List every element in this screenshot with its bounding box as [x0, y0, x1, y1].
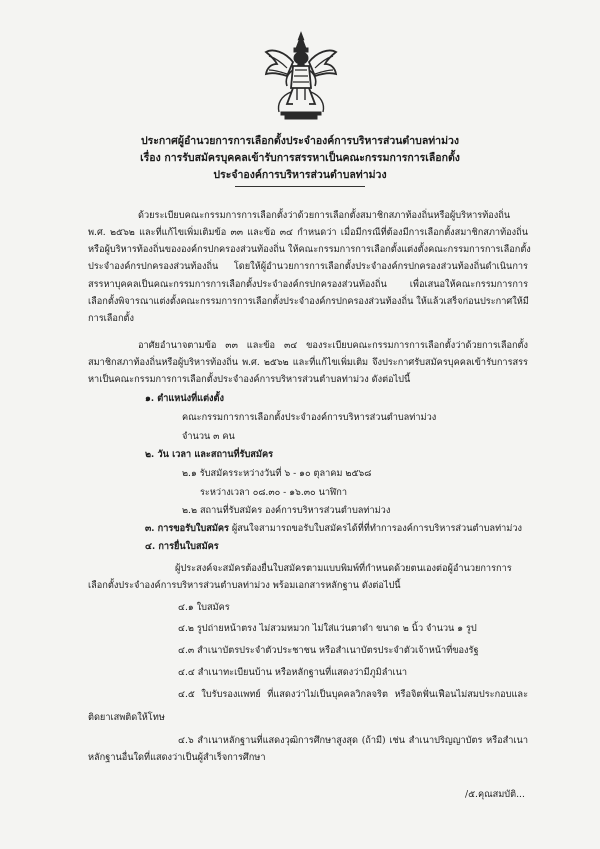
document-item: ๔.๖ สำเนาหลักฐานที่แสดงวุฒิการศึกษาสูงสุด (ถ้ามี) เช่น สำเนาปริญญาบัตร หรือสำเนา — [178, 735, 528, 746]
document-item: ๔.๓ สำเนาบัตรประจำตัวประชาชน หรือสำเนาบัตรประจำตัวเจ้าหน้าที่ของรัฐ — [178, 645, 479, 656]
para1-line: หรือผู้บริหารท้องถิ่นขององค์กรปกครองส่วนท้องถิ่น ให้คณะกรรมการการเลือกตั้งแต่งตั้งคณะกรรมการการเลือกตั้ง — [88, 244, 531, 255]
section3-line — [145, 523, 522, 535]
para1-line: เลือกตั้งพิจารณาแต่งตั้งคณะกรรมการการเลือกตั้งประจำองค์กรปกครองส่วนท้องถิ่น ให้แล้วเสร็จก่อนประกาศให้มี — [88, 296, 529, 307]
para1-line: การเลือกตั้ง — [88, 313, 134, 324]
section1-count: จำนวน ๓ คน — [182, 431, 235, 442]
section4-intro: เลือกตั้งประจำองค์การบริหารส่วนตำบลท่าม่วง พร้อมเอกสารหลักฐาน ดังต่อไปนี้ — [88, 580, 401, 591]
document-item: ๔.๑ ใบสมัคร — [178, 602, 230, 613]
document-item: ๔.๕ ใบรับรองแพทย์ ที่แสดงว่าไม่เป็นบุคคลวิกลจริต หรือจิตฟั่นเฟือนไม่สมประกอบและ — [178, 689, 528, 700]
document-item: ๔.๔ สำเนาทะเบียนบ้าน หรือหลักฐานที่แสดงว่ามีภูมิลำเนา — [178, 667, 408, 678]
para1-line: ประจำองค์กรปกครองส่วนท้องถิ่น โดยให้ผู้อำนวยการการเลือกตั้งประจำองค์กรปกครองส่วนท้องถิ่นดำเนินการ — [88, 261, 528, 272]
announcement-subject-cont: ประจำองค์การบริหารส่วนตำบลท่าม่วง — [213, 169, 387, 181]
para1-line: ด้วยระเบียบคณะกรรมการการเลือกตั้งว่าด้วยการเลือกตั้งสมาชิกสภาท้องถิ่นหรือผู้บริหารท้องถิ่น — [138, 210, 511, 221]
title-divider — [235, 186, 365, 187]
para1-line: พ.ศ. ๒๕๖๒ และที่แก้ไขเพิ่มเติมข้อ ๓๓ และข้อ ๓๔ กำหนดว่า เมื่อมีกรณีที่ต้องมีการเลือกตั้งสมาชิกสภาท้องถิ่น — [88, 227, 528, 238]
section1-heading: ๑. ตำแหน่งที่แต่งตั้ง — [145, 393, 224, 404]
section2-heading: ๒. วัน เวลา และสถานที่รับสมัคร — [145, 449, 274, 460]
para2-line: สมาชิกสภาท้องถิ่นหรือผู้บริหารท้องถิ่น พ.ศ. ๒๕๖๒ และที่แก้ไขเพิ่มเติม จึงประกาศรับสมัครบุคคลเข้ารับการสรร — [88, 357, 528, 368]
document-item: ๔.๒ รูปถ่ายหน้าตรง ไม่สวมหมวก ไม่ใส่แว่นตาดำ ขนาด ๒ นิ้ว จำนวน ๑ รูป — [178, 623, 477, 634]
continuation-marker: /๕.คุณสมบัติ... — [465, 789, 525, 800]
para1-line: สรรหาบุคคลเป็นคณะกรรมการการเลือกตั้งประจำองค์กรปกครองส่วนท้องถิ่น เพื่อเสนอให้คณะกรรมการการ — [88, 279, 528, 290]
announcement-title: ประกาศผู้อำนวยการการเลือกตั้งประจำองค์การบริหารส่วนตำบลท่าม่วง — [140, 135, 460, 147]
section1-position: คณะกรรมการการเลือกตั้งประจำองค์การบริหารส่วนตำบลท่าม่วง — [182, 412, 437, 423]
para2-line: หาเป็นคณะกรรมการการเลือกตั้งประจำองค์การบริหารส่วนตำบลท่าม่วง ดังต่อไปนี้ — [88, 374, 411, 385]
section2-time: ระหว่างเวลา ๐๘.๓๐ - ๑๖.๓๐ นาฬิกา — [200, 487, 348, 498]
section3-text: ผู้สนใจสามารถขอรับใบสมัครได้ที่ที่ทำการองค์การบริหารส่วนตำบลท่าม่วง — [228, 523, 522, 534]
section3-heading: ๓. การขอรับใบสมัคร — [145, 523, 229, 534]
para2-line: อาศัยอำนาจตามข้อ ๓๓ และข้อ ๓๔ ของระเบียบคณะกรรมการการเลือกตั้งว่าด้วยการเลือกตั้ง — [138, 340, 528, 351]
section4-intro: ผู้ประสงค์จะสมัครต้องยื่นใบสมัครตามแบบพิมพ์ที่กำหนดด้วยตนเองต่อผู้อำนวยการการ — [175, 563, 512, 574]
section4-heading: ๔. การยื่นใบสมัคร — [145, 541, 219, 552]
garuda-emblem — [263, 30, 339, 122]
announcement-subject: เรื่อง การรับสมัครบุคคลเข้ารับการสรรหาเป็นคณะกรรมการการเลือกตั้ง — [140, 152, 460, 164]
document-item-cont: หลักฐานอื่นใดที่แสดงว่าเป็นผู้สำเร็จการศึกษา — [88, 752, 266, 763]
section2-dates: ๒.๑ รับสมัครระหว่างวันที่ ๖ - ๑๐ ตุลาคม ๒๕๖๘ — [182, 468, 372, 479]
document-item-cont: ติดยาเสพติดให้โทษ — [88, 712, 165, 723]
section2-place: ๒.๒ สถานที่รับสมัคร องค์การบริหารส่วนตำบลท่าม่วง — [182, 505, 391, 516]
